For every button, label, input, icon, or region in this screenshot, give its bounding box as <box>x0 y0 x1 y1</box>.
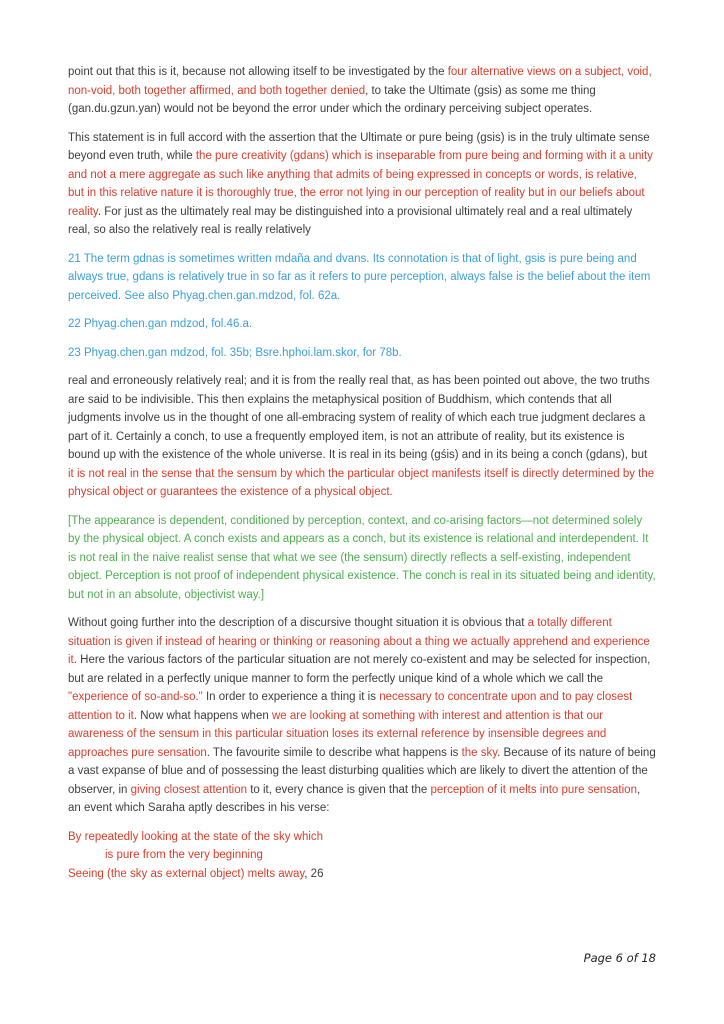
text-segment: four alternative views on a subject, void, non-void, both together affirmed, and both together denied <box>68 66 652 97</box>
page-footer: Page 6 of 18 <box>583 951 656 965</box>
text-segment: 21 The term gdnas is sometimes written mdaña and dvans. Its connotation is that of light, gsis is pure being and always true, gdans is relatively true in so far as it refers to pure perception, always false is the belief about the item perceived. See also Phyag.chen.gan.mdzod, fol. 62a. <box>68 252 651 302</box>
text-segment: [The appearance is dependent, conditioned by perception, context, and co-arising factors—not determined solely by the physical object. A conch exists and appears as a conch, but its existence is relational and interdependent. It is not real in the naive realist sense that what we see (the sensum) directly reflects a self-existing, independent object. Perception is not proof of independent physical existence. The conch is real in its situated being and identity, but not in an absolute, objectivist way.] <box>68 514 656 601</box>
text-segment: real and erroneously relatively real; and it is from the really real that, as has been pointed out above, the two truths are said to be indivisible. This then explains the metaphysical position of Buddhism, which contends that all judgments involve us in the thought of one all-embracing system of reality of which each true judgment declares a part of it. Certainly a conch, to use a frequently employed item, is not an attribute of reality, but its existence is bound up with the existence of the whole universe. It is real in its being (gśis) and in its being a conch (gdans), but <box>68 375 650 461</box>
text-segment: it is not real in the sense that the sensum by which the particular object manifests itself is directly determined by the physical object or guarantees the existence of a physical object. <box>68 467 655 498</box>
text-segment: , to take the Ultimate (gsis) as some me thing (gan.du.gzun.yan) would not be beyond the error under which the ordinary perceiving subject operates. <box>68 84 596 115</box>
footnote-21 <box>68 250 656 306</box>
text-segment: . For just as the ultimately real may be distinguished into a provisional ultimately real and a real ultimately real, so also the relatively real is really relatively <box>68 205 633 236</box>
footnote-22 <box>68 315 656 334</box>
text-segment: By repeatedly looking at the state of the sky which <box>68 830 324 843</box>
body-paragraph-2 <box>68 129 656 240</box>
text-segment: the pure creativity (gdans) which is inseparable from pure being and forming with it a unity and not a mere aggregate as such like anything that admits of being expressed in concepts or words, is relative, but in this relative nature it is thoroughly true, the error not lying in our perception of reality but in our beliefs about reality <box>68 150 653 218</box>
text-segment: Without going further into the description of a discursive thought situation it is obvious that <box>68 617 528 629</box>
text-segment: Seeing (the sky as external object) melts away <box>68 867 305 880</box>
text-segment: necessary to concentrate upon and to pay closest attention to it <box>68 691 633 722</box>
text-segment: 22 Phyag.chen.gan mdzod, fol.46.a. <box>68 318 253 330</box>
text-segment: . Because of its nature of being a vast expanse of blue and of possessing the least disturbing qualities which are likely to divert the attention of the observer, in <box>68 746 656 796</box>
text-segment: 23 Phyag.chen.gan mdzod, fol. 35b; Bsre.hphoi.lam.skor, for 78b. <box>68 346 402 359</box>
commentary-note <box>68 512 656 605</box>
verse <box>68 828 656 884</box>
footnote-23 <box>68 344 656 363</box>
text-segment: In order to experience a thing it is <box>202 691 380 703</box>
text-segment: , 26 <box>304 867 324 880</box>
text-segment: perception of it melts into pure sensation <box>430 783 637 796</box>
verse-line-1 <box>68 828 656 847</box>
text-segment: giving closest attention <box>130 783 248 796</box>
text-segment: the sky <box>461 746 498 759</box>
body-paragraph-4 <box>68 614 656 818</box>
body-paragraph-1 <box>68 63 656 119</box>
text-segment: a totally different situation is given if instead of hearing or thinking or reasoning about a thing we actually apprehend and experience it <box>68 617 650 666</box>
text-segment: . Here the various factors of the particular situation are not merely co-existent and may be selected for inspection, but are related in a perfectly unique manner to form the perfectly unique kind of a whole which we call the <box>68 654 651 685</box>
text-segment: . The favourite simile to describe what happens is <box>206 746 462 759</box>
text-segment: point out that this is it, because not allowing itself to be investigated by the <box>68 66 448 78</box>
text-segment: This statement is in full accord with the assertion that the Ultimate or pure being (gsis) is in the truly ultimate sense beyond even truth, while <box>68 131 650 162</box>
body-paragraph-3 <box>68 372 656 502</box>
text-segment: to it, every chance is given that the <box>247 783 431 796</box>
text-segment: . Now what happens when <box>133 709 272 722</box>
text-segment: , an event which Saraha aptly describes in his verse: <box>68 783 641 814</box>
text-segment: "experience of so-and-so." <box>68 691 203 703</box>
verse-line-3 <box>68 865 656 884</box>
text-segment: we are looking at something with interest and attention is that our awareness of the sensum in this particular situation loses its external reference by insensible degrees and approaches pure sensation <box>68 709 607 759</box>
document-page <box>68 63 656 883</box>
verse-line-2 <box>68 846 656 865</box>
text-segment: is pure from the very beginning <box>105 849 263 861</box>
